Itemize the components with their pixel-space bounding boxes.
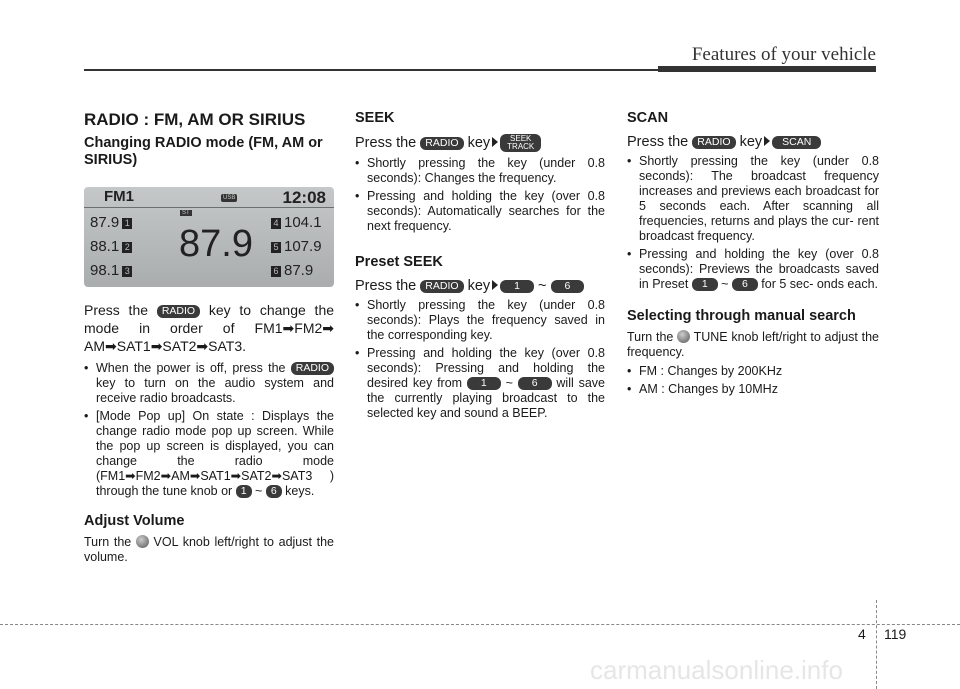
arrow-right-icon [492, 280, 498, 290]
subheading-changing-mode: Changing RADIO mode (FM, AM or SIRIUS) [84, 135, 323, 168]
preset-4: 4 104.1 [271, 214, 322, 231]
preset-key-1-badge: 1 [500, 280, 534, 293]
preset-key-1-badge: 1 [236, 485, 252, 498]
manual-text: Turn the TUNE knob left/right to adjust the frequency. [627, 330, 879, 359]
stereo-icon: ST [182, 210, 190, 216]
column-left [84, 110, 334, 565]
header-rule [84, 69, 658, 71]
radio-key-badge: RADIO [420, 280, 463, 293]
list-item: • [Mode Pop up] On state : Displays the change radio mode pop up screen. While the pop up screen is displayed, you can change the radio mode (FM1➡FM2➡AM➡SAT1➡SAT2➡SAT3 ) through the tune knob or 1 ~ 6 keys. [84, 409, 334, 499]
heading-preset-seek: Preset SEEK [355, 254, 443, 270]
arrow-right-icon [492, 137, 498, 147]
heading-seek: SEEK [355, 110, 395, 126]
preset-key-1-badge: 1 [692, 278, 718, 291]
heading-scan: SCAN [627, 110, 669, 126]
usb-icon: USB [223, 195, 236, 201]
display-band: FM1 [104, 188, 134, 205]
list-item: • FM : Changes by 200KHz [627, 364, 879, 379]
preset-3: 98.1 3 [90, 262, 132, 279]
volume-text: Turn the VOL knob left/right to adjust the volume. [84, 535, 334, 564]
list-item: • Pressing and holding the key (over 0.8 seconds): Automatically searches for the next frequency. [355, 189, 605, 234]
list-item: • AM : Changes by 10MHz [627, 382, 879, 397]
display-clock: 12:08 [282, 188, 326, 207]
watermark: carmanualsonline.info [590, 655, 843, 685]
preset-key-6-badge: 6 [551, 280, 585, 293]
list-item: • Shortly pressing the key (under 0.8 seconds): Changes the frequency. [355, 156, 605, 186]
tune-knob-icon [677, 330, 690, 343]
radio-display-image [84, 187, 334, 287]
seek-press-line: Press the RADIO key SEEK TRACK [355, 134, 605, 152]
list-item: • When the power is off, press the RADIO key to turn on the audio system and receive radio broadcasts. [84, 361, 334, 406]
arrow-right-icon [764, 136, 770, 146]
mode-bullets [84, 361, 334, 499]
list-item: • Pressing and holding the key (over 0.8 seconds): Previews the broadcasts saved in Preset 1 ~ 6 for 5 sec- onds each. [627, 247, 879, 292]
preset-6: 6 87.9 [271, 262, 313, 279]
manual-bullets [627, 364, 879, 397]
preset-key-6-badge: 6 [266, 485, 282, 498]
scan-bullets [627, 154, 879, 292]
column-right [627, 110, 879, 400]
scan-press-line: Press the RADIO key SCAN [627, 134, 879, 150]
column-middle [355, 110, 605, 424]
preset-press-line: Press the RADIO key 1 ~ 6 [355, 278, 605, 294]
list-item: • Shortly pressing the key (under 0.8 seconds): Plays the frequency saved in the corresponding key. [355, 298, 605, 343]
seek-track-key-badge: SEEK TRACK [500, 134, 541, 152]
heading-manual-search: Selecting through manual search [627, 308, 856, 324]
radio-key-badge: RADIO [291, 362, 334, 375]
list-item: • Pressing and holding the key (over 0.8 seconds): Pressing and holding the desired key from 1 ~ 6 will save the currently playing broadcast to the selected key and sound a BEEP. [355, 346, 605, 421]
list-item: • Shortly pressing the key (under 0.8 seconds): The broadcast frequency increases and previews each broadcast for 5 seconds each. After scanning all frequencies, returns and plays the cur- rent broadcast frequency. [627, 154, 879, 244]
section-heading-radio: RADIO : FM, AM OR SIRIUS [84, 110, 306, 129]
page-number: 119 [884, 626, 907, 642]
page-header-title: Features of your vehicle [691, 44, 876, 65]
seek-bullets [355, 156, 605, 234]
scan-key-badge: SCAN [772, 136, 821, 149]
radio-key-badge: RADIO [157, 305, 200, 318]
preset-1: 87.9 1 [90, 214, 132, 231]
footer-divider [876, 600, 877, 689]
vol-knob-icon [136, 535, 149, 548]
preset-key-6-badge: 6 [518, 377, 552, 390]
subheading-adjust-volume: Adjust Volume [84, 513, 185, 529]
display-frequency: 87.9 [179, 223, 253, 265]
preset-5: 5 107.9 [271, 238, 322, 255]
radio-key-badge: RADIO [420, 137, 463, 150]
mode-change-text: Press the RADIO key to change the mode in order of FM1➡FM2➡ AM➡SAT1➡SAT2➡SAT3. [84, 302, 335, 354]
header-tab [658, 66, 876, 72]
radio-key-badge: RADIO [692, 136, 735, 149]
preset-2: 88.1 2 [90, 238, 132, 255]
preset-key-6-badge: 6 [732, 278, 758, 291]
preset-bullets [355, 298, 605, 421]
footer-rule [0, 624, 960, 625]
chapter-number: 4 [858, 626, 866, 642]
preset-key-1-badge: 1 [467, 377, 501, 390]
